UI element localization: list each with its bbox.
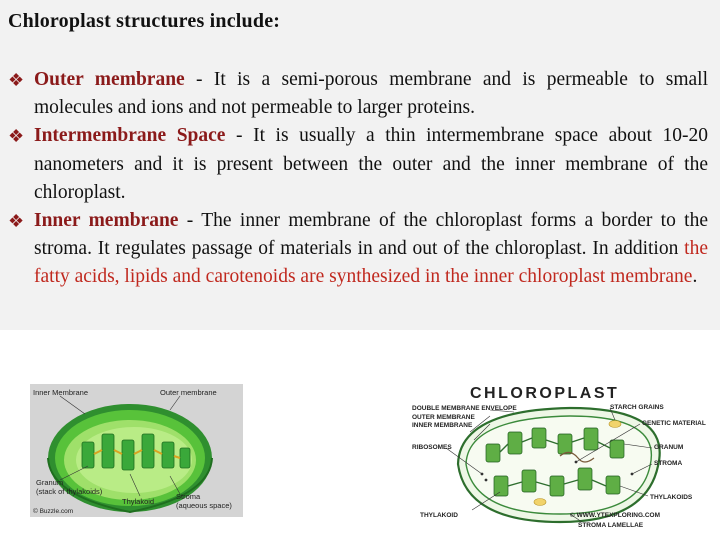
label-stroma: STROMA <box>654 460 683 467</box>
figure-label-outer-membrane: Outer membrane <box>160 388 217 397</box>
chloroplast-3d-figure <box>30 384 243 517</box>
bullet-list <box>8 66 708 292</box>
bullet-highlight: the fatty acids, lipids and carotenoids are synthesized in the inner chloroplast membrane <box>34 238 708 288</box>
label-stroma-lamellae: STROMA LAMELLAE <box>578 522 644 529</box>
label-thylakoids: THYLAKOIDS <box>650 494 693 501</box>
figure-label-thylakoid: Thylakoid <box>122 497 155 506</box>
bullet-term: Intermembrane Space <box>34 125 226 147</box>
label-inner-membrane: INNER MEMBRANE <box>412 422 473 429</box>
bullet-term: Inner membrane <box>34 210 179 232</box>
label-thylakoid: THYLAKOID <box>420 512 458 519</box>
diagram-title: CHLOROPLAST <box>470 385 620 402</box>
diamond-bullet-icon: ❖ <box>8 126 25 147</box>
label-starch-grains: STARCH GRAINS <box>610 404 664 411</box>
label-outer-membrane: OUTER MEMBRANE <box>412 414 475 421</box>
label-genetic-material: GENETIC MATERIAL <box>642 420 706 427</box>
diamond-bullet-icon: ❖ <box>8 211 25 232</box>
bullet-text: - The inner membrane of the chloroplast forms a border to the stroma. It regulates passage of materials in and out of the chloroplast. In addition <box>34 210 708 260</box>
label-granum: GRANUM <box>654 444 684 451</box>
figure-label-stroma-sub: (aqueous space) <box>176 501 232 510</box>
bullet-term: Outer membrane <box>34 69 185 90</box>
diamond-bullet-icon: ❖ <box>8 70 25 90</box>
figure-label-granum-sub: (stack of thylakoids) <box>36 487 103 496</box>
bullet-intermembrane-space <box>8 122 708 207</box>
figure-label-granum: Granum <box>36 478 64 487</box>
label-website: © WWW.YTEXPLORING.COM <box>570 512 661 519</box>
slide-heading: Chloroplast structures include: <box>8 10 281 32</box>
bullet-text: - It is a semi-porous membrane and is permeable to small molecules and ions and not permeable to larger proteins. <box>34 69 708 119</box>
bullet-text: - It is usually a thin intermembrane space about 10-20 nanometers and it is present between the outer and the inner membrane of the chloroplast. <box>34 125 708 203</box>
figure-credit: © Buzzle.com <box>33 508 74 515</box>
chloroplast-diagram-figure <box>410 382 710 532</box>
label-double-membrane: DOUBLE MEMBRANE ENVELOPE <box>412 405 517 412</box>
label-ribosomes: RIBOSOMES <box>412 444 452 451</box>
bullet-outer-membrane <box>8 66 708 122</box>
figure-label-stroma: Stroma <box>176 492 201 501</box>
bullet-inner-membrane <box>8 207 708 292</box>
figure-label-inner-membrane: Inner Membrane <box>33 388 89 397</box>
bullet-end: . <box>692 266 698 288</box>
